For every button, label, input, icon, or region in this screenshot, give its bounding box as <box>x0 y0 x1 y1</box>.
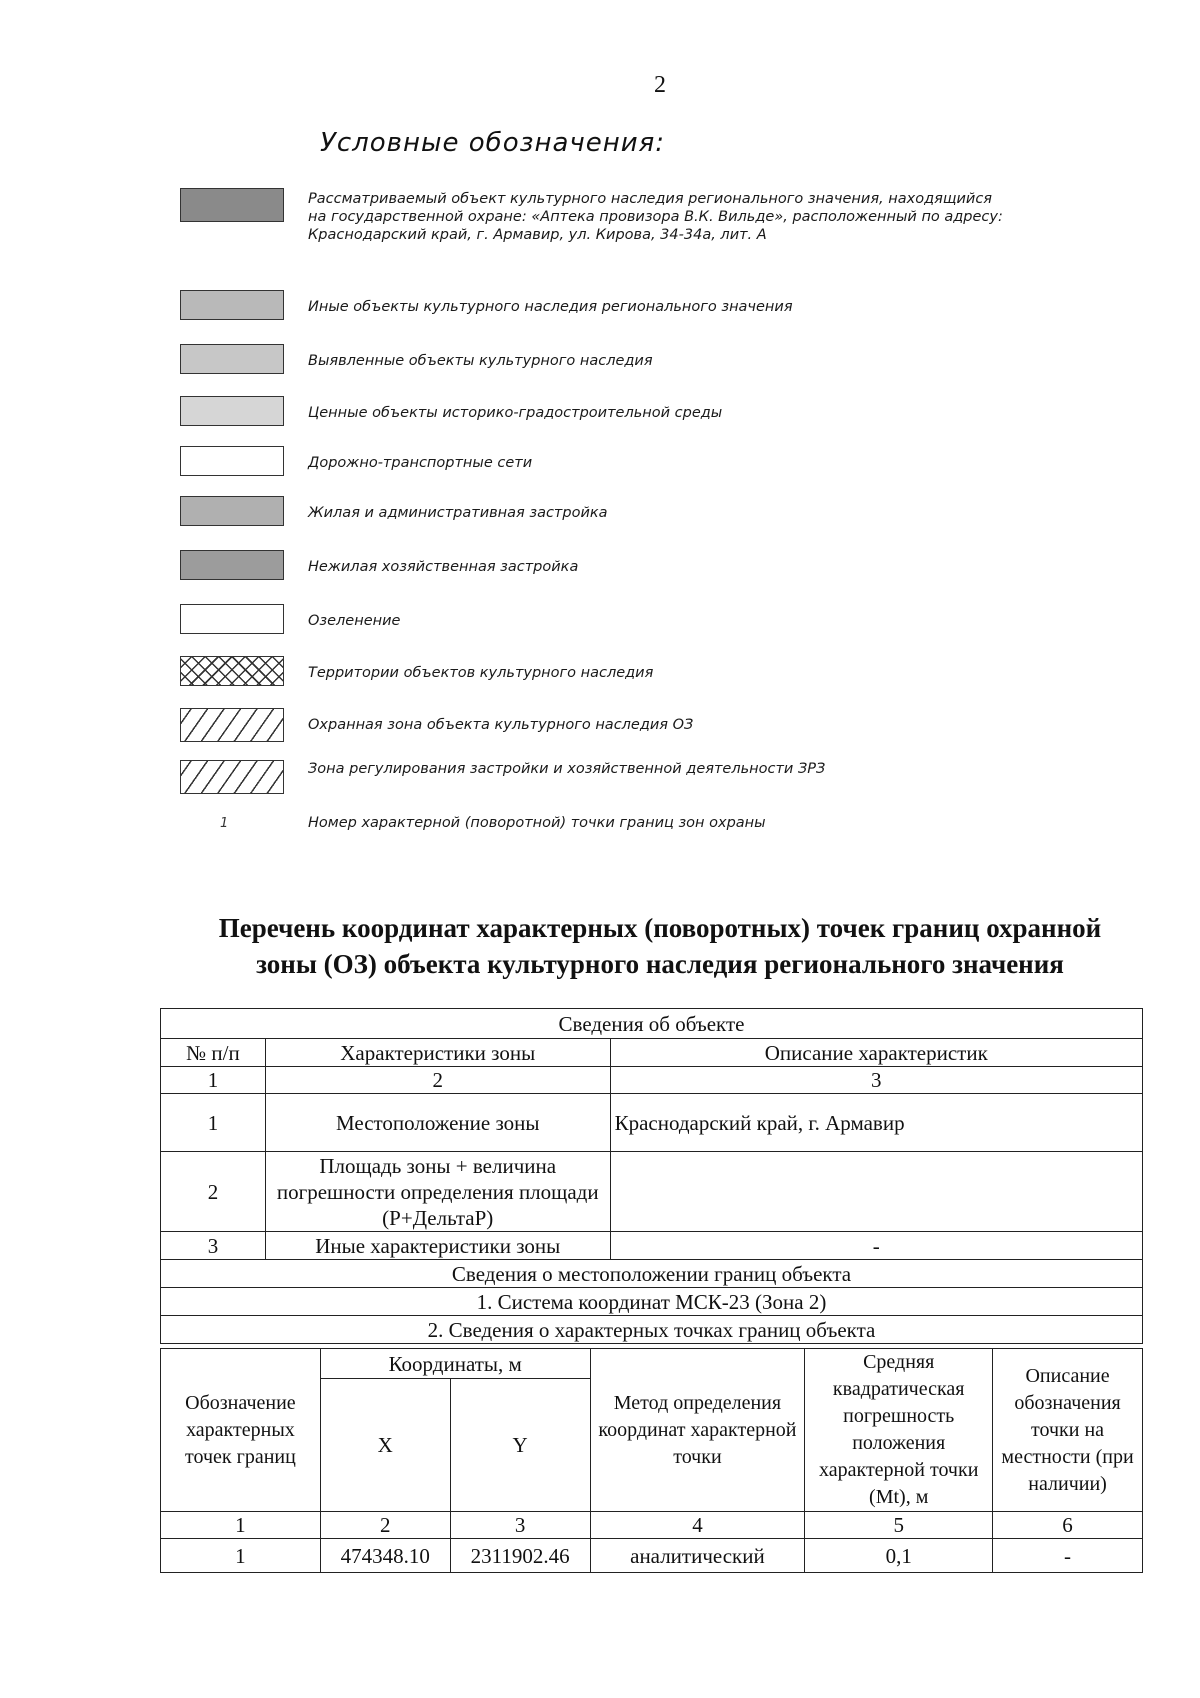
column-number: 2 <box>265 1067 610 1094</box>
legend-item-other-heritage <box>180 290 1080 330</box>
row-name: Площадь зоны + величина погрешности определения площади (Р+ДельтаР) <box>265 1152 610 1232</box>
list-title-line2: зоны (ОЗ) объекта культурного наследия регионального значения <box>256 949 1064 979</box>
point-id: 1 <box>161 1539 321 1573</box>
point-x: 474348.10 <box>320 1539 450 1573</box>
row-name: Иные характеристики зоны <box>265 1232 610 1260</box>
legend-swatch-dark <box>180 188 284 222</box>
point-description: - <box>993 1539 1143 1573</box>
points-header: 2. Сведения о характерных точках границ объекта <box>161 1316 1143 1344</box>
legend-title: Условные обозначения: <box>320 128 666 158</box>
legend-swatch-hatch <box>180 760 284 794</box>
column-number: 2 <box>320 1512 450 1539</box>
row-number: 1 <box>161 1094 266 1152</box>
point-method: аналитический <box>590 1539 805 1573</box>
legend-swatch-nonresidential <box>180 550 284 580</box>
object-info-header: Сведения об объекте <box>161 1009 1143 1039</box>
row-description: - <box>610 1232 1142 1260</box>
row-number: 2 <box>161 1152 266 1232</box>
legend-item-roads <box>180 446 1080 486</box>
col-error: Средняя квадратическая погрешность положения характерной точки (Mt), м <box>805 1349 993 1512</box>
row-description: Краснодарский край, г. Армавир <box>610 1094 1142 1152</box>
legend-label: Нежилая хозяйственная застройка <box>308 559 579 575</box>
legend-swatch-pale <box>180 396 284 426</box>
point-y: 2311902.46 <box>450 1539 590 1573</box>
col-description: Описание обозначения точки на местности (при наличии) <box>993 1349 1143 1512</box>
point-marker: 1 <box>220 816 229 831</box>
legend-item-valuable-objects <box>180 396 1080 436</box>
legend-swatch-hatch <box>180 708 284 742</box>
legend-label: Зона регулирования застройки и хозяйственной деятельности ЗРЗ <box>308 761 826 777</box>
legend-item-protection-zone <box>180 708 1080 748</box>
legend-item-nonresidential <box>180 550 1080 590</box>
table-row <box>161 1539 1143 1573</box>
legend-swatch-crosshatch <box>180 656 284 686</box>
legend-item-greenery <box>180 604 1080 644</box>
object-info-table <box>160 1008 1143 1344</box>
legend-label: Территории объектов культурного наследия <box>308 665 654 681</box>
legend-label: Рассматриваемый объект культурного наследия регионального значения, находящийся на государственной охране: «Аптека провизора В.К. Вильде», расположенный по адресу: Краснодарский край, г. Армавир, ул. Кирова, 34-34а, лит. А <box>308 191 1003 243</box>
column-number: 3 <box>450 1512 590 1539</box>
list-title-line1: Перечень координат характерных (поворотных) точек границ охранной <box>218 913 1102 943</box>
legend-item-identified-heritage <box>180 344 1080 384</box>
points-table <box>160 1348 1143 1573</box>
col-designation: Обозначение характерных точек границ <box>161 1349 321 1512</box>
location-header: Сведения о местоположении границ объекта <box>161 1260 1143 1288</box>
column-number: 6 <box>993 1512 1143 1539</box>
table-row <box>161 1094 1143 1152</box>
legend-label: Выявленные объекты культурного наследия <box>308 353 653 369</box>
row-description <box>610 1152 1142 1232</box>
column-number: 4 <box>590 1512 805 1539</box>
point-error: 0,1 <box>805 1539 993 1573</box>
table-row <box>161 1152 1143 1232</box>
col-y: Y <box>450 1379 590 1512</box>
col-x: X <box>320 1379 450 1512</box>
list-title <box>0 910 1200 982</box>
row-number: 3 <box>161 1232 266 1260</box>
table-row <box>161 1232 1143 1260</box>
legend-swatch-light <box>180 344 284 374</box>
column-header: Описание характеристик <box>610 1039 1142 1067</box>
column-number: 3 <box>610 1067 1142 1094</box>
column-number: 1 <box>161 1067 266 1094</box>
legend-label: Иные объекты культурного наследия регионального значения <box>308 299 793 315</box>
col-coordinates: Координаты, м <box>320 1349 590 1379</box>
legend-label: Номер характерной (поворотной) точки границ зон охраны <box>308 815 766 831</box>
column-number: 5 <box>805 1512 993 1539</box>
column-header: Характеристики зоны <box>265 1039 610 1067</box>
legend-label: Ценные объекты историко-градостроительной среды <box>308 405 723 421</box>
coordinate-system: 1. Система координат МСК-23 (Зона 2) <box>161 1288 1143 1316</box>
legend-label: Дорожно-транспортные сети <box>308 455 533 471</box>
legend-label: Жилая и административная застройка <box>308 505 608 521</box>
legend-swatch-white <box>180 446 284 476</box>
col-method: Метод определения координат характерной точки <box>590 1349 805 1512</box>
column-header: № п/п <box>161 1039 266 1067</box>
legend-item-residential <box>180 496 1080 536</box>
legend-item-heritage-territories <box>180 656 1080 696</box>
row-name: Местоположение зоны <box>265 1094 610 1152</box>
legend-label: Озеленение <box>308 613 401 629</box>
legend-swatch-residential <box>180 496 284 526</box>
legend-item-point-number <box>180 812 1080 852</box>
legend-item-regulation-zone <box>180 760 1080 800</box>
legend-label: Охранная зона объекта культурного наследия ОЗ <box>308 717 694 733</box>
page-number: 2 <box>654 72 666 98</box>
column-number: 1 <box>161 1512 321 1539</box>
legend-item-subject-object <box>180 188 1080 243</box>
legend-swatch-white <box>180 604 284 634</box>
legend-swatch-mid <box>180 290 284 320</box>
